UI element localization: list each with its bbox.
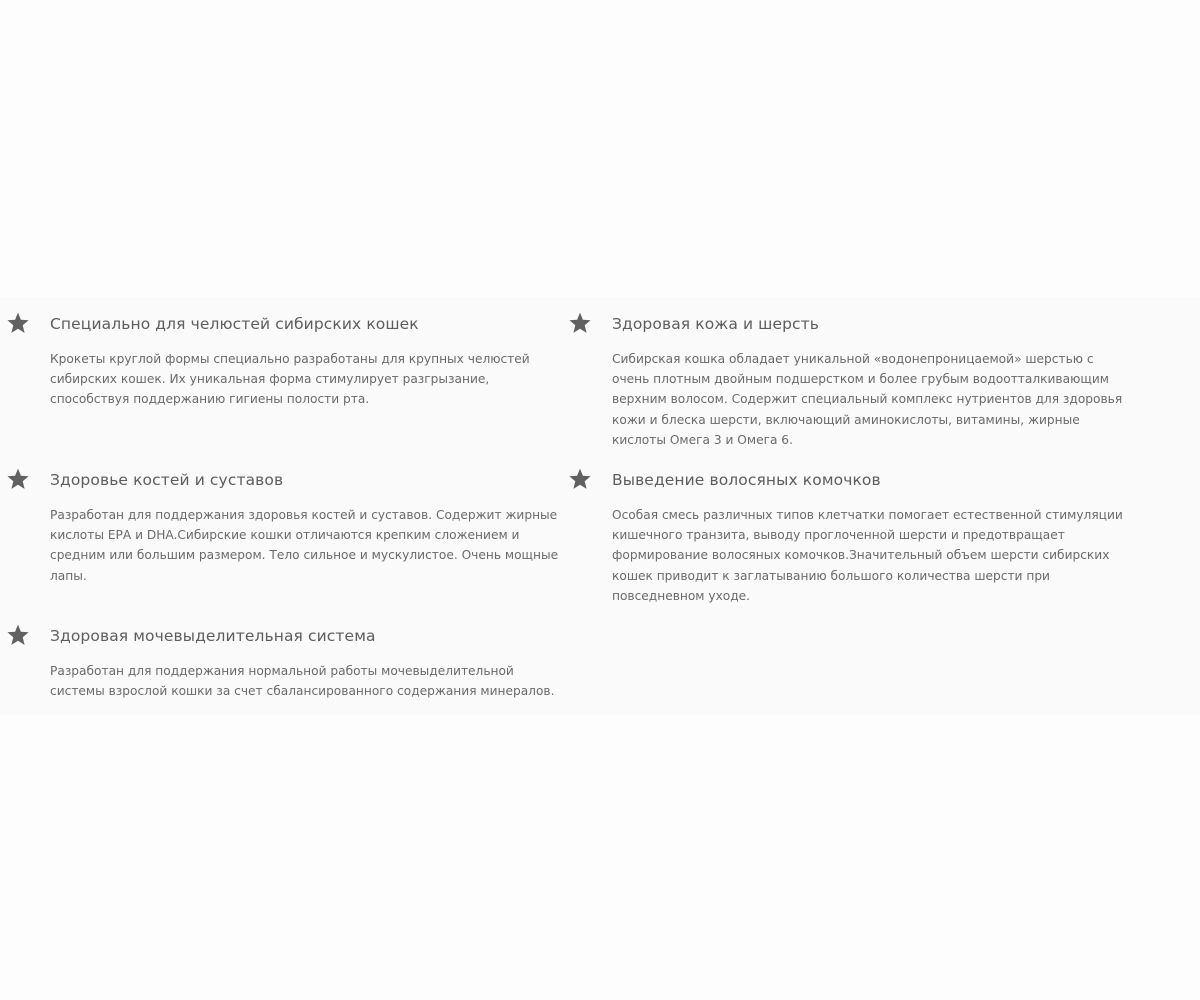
star-icon xyxy=(6,623,30,647)
benefit-hairballs xyxy=(612,470,1132,606)
benefit-title: Здоровье костей и суставов xyxy=(50,471,284,489)
benefit-urinary xyxy=(50,626,570,701)
star-icon xyxy=(6,467,30,491)
benefit-title: Выведение волосяных комочков xyxy=(612,471,881,489)
star-icon xyxy=(568,467,592,491)
benefit-title: Специально для челюстей сибирских кошек xyxy=(50,315,419,333)
benefit-title: Здоровая мочевыделительная система xyxy=(50,627,376,645)
benefit-jaws xyxy=(50,314,570,410)
benefit-bones-joints xyxy=(50,470,570,586)
star-icon xyxy=(6,311,30,335)
star-icon xyxy=(568,311,592,335)
benefit-text: Крокеты круглой формы специально разработаны для крупных челюстей сибирских кошек. Их уникальная форма стимулирует разгрызание, способствуя поддержанию гигиены полости рта. xyxy=(50,352,530,407)
benefit-text: Разработан для поддержания здоровья костей и суставов. Содержит жирные кислоты ЕРА и DHA.Сибирские кошки отличаются крепким сложением и средним или большим размером. Тело сильное и мускулистое. Очень мощные лапы. xyxy=(50,508,559,583)
benefit-title: Здоровая кожа и шерсть xyxy=(612,315,820,333)
benefit-text: Разработан для поддержания нормальной работы мочевыделительной системы взрослой кошки за счет сбалансированного содержания минералов. xyxy=(50,664,555,699)
benefit-text: Особая смесь различных типов клетчатки помогает естественной стимуляции кишечного транзита, выводу проглоченной шерсти и предотвращает формирование волосяных комочков.Значительный объем шерсти сибирских кошек приводит к заглатыванию большого количества шерсти при повседневном уходе. xyxy=(612,508,1123,603)
benefit-skin-coat xyxy=(612,314,1132,450)
benefit-text: Сибирская кошка обладает уникальной «водонепроницаемой» шерстью с очень плотным двойным подшерстком и более грубым водоотталкивающим верхним волосом. Содержит специальный комплекс нутриентов для здоровья кожи и блеска шерсти, включающий аминокислоты, витамины, жирные кислоты Омега 3 и Омега 6. xyxy=(612,352,1123,447)
